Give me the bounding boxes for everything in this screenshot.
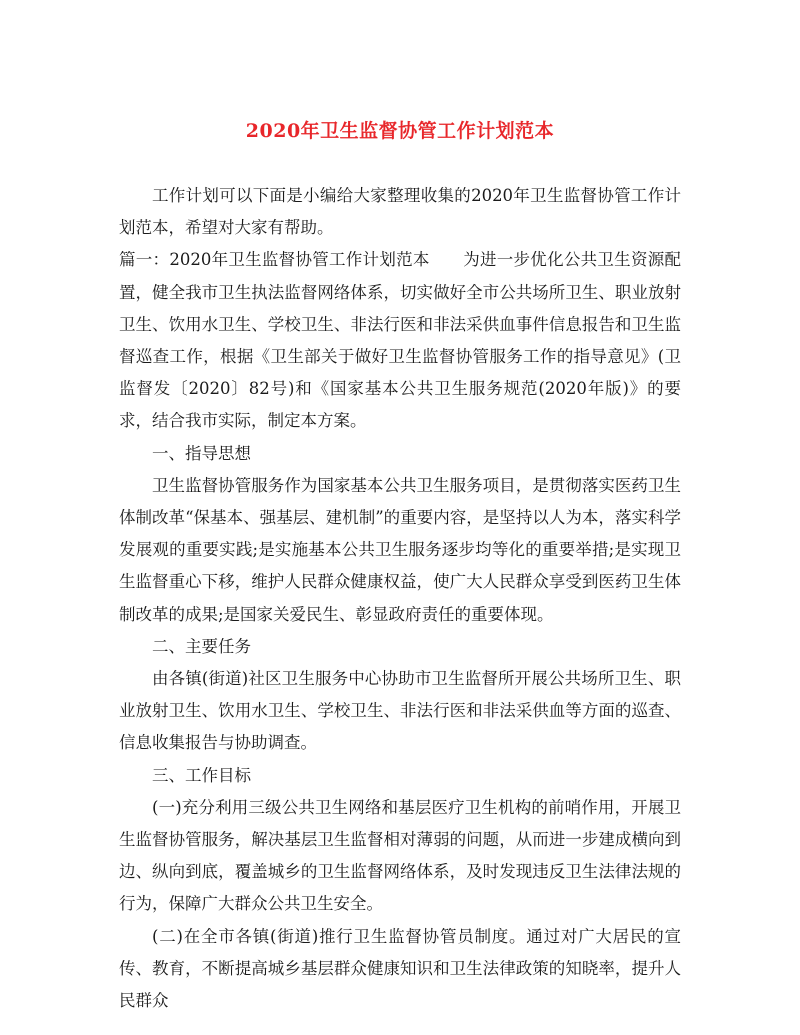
- paragraph-intro: 工作计划可以下面是小编给大家整理收集的2020年卫生监督协管工作计划范本，希望对大家有帮助。: [119, 186, 681, 238]
- paragraph-goal-two: (二)在全市各镇(街道)推行卫生监督协管员制度。通过对广大居民的宣传、教育，不断提高城乡基层群众健康知识和卫生法律政策的知晓率，提升人民群众: [119, 926, 681, 1011]
- heading-main-tasks: 二、主要任务: [152, 636, 251, 656]
- heading-work-goals: 三、工作目标: [152, 765, 251, 785]
- document-title: 2020年卫生监督协管工作计划范本: [245, 120, 555, 142]
- heading-guiding-ideology: 一、指导思想: [152, 443, 251, 463]
- paragraph-section-one: 篇一：2020年卫生监督协管工作计划范本 为进一步优化公共卫生资源配置，健全我市卫生执法监督网络体系，切实做好全市公共场所卫生、职业放射卫生、饮用水卫生、学校卫生、非法行医和非法采供血事件信息报告和卫生监督巡查工作，根据《卫生部关于做好卫生监督协管服务工作的指导意见》(卫监督发〔2020〕82号)和《国家基本公共卫生服务规范(2020年版)》的要求，结合我市实际，制定本方案。: [119, 250, 681, 431]
- paragraph-main-tasks: 由各镇(街道)社区卫生服务中心协助市卫生监督所开展公共场所卫生、职业放射卫生、饮用水卫生、学校卫生、非法行医和非法采供血等方面的巡查、信息收集报告与协助调查。: [119, 669, 681, 753]
- document-body: [119, 180, 681, 1017]
- paragraph-guiding-ideology: 卫生监督协管服务作为国家基本公共卫生服务项目，是贯彻落实医药卫生体制改革“保基本、强基层、建机制”的重要内容，是坚持以人为本，落实科学发展观的重要实践;是实施基本公共卫生服务逐步均等化的重要举措;是实现卫生监督重心下移，维护人民群众健康权益，使广大人民群众享受到医药卫生体制改革的成果;是国家关爱民生、彰显政府责任的重要体现。: [119, 475, 681, 624]
- paragraph-goal-one: (一)充分利用三级公共卫生网络和基层医疗卫生机构的前哨作用，开展卫生监督协管服务，解决基层卫生监督相对薄弱的问题，从而进一步建成横向到边、纵向到底，覆盖城乡的卫生监督网络体系，及时发现违反卫生法律法规的行为，保障广大群众公共卫生安全。: [119, 797, 681, 914]
